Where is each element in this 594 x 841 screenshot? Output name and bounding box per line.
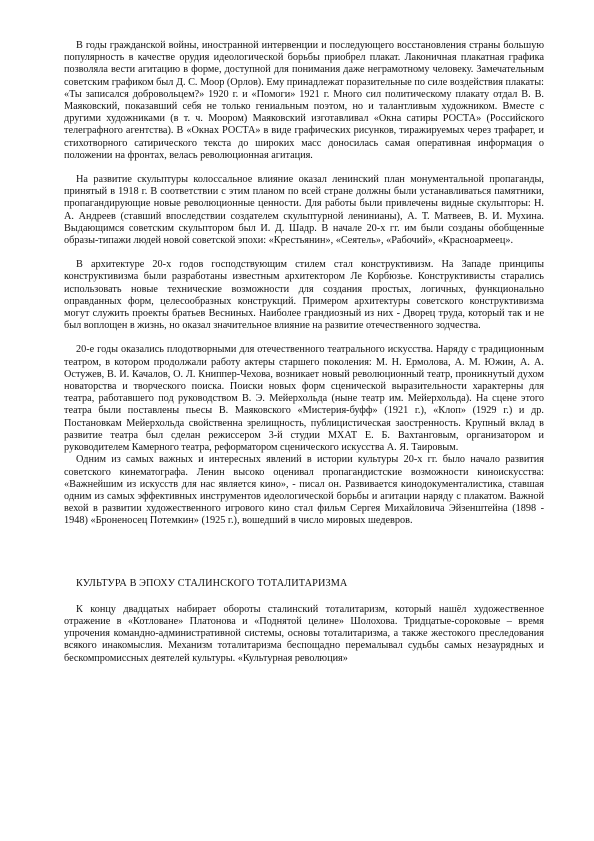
paragraph-sculpture: На развитие скульптуры колоссальное влияние оказал ленинский план монументальной пропаганды, принятый в 1918 г. В соответствии с этим планом по всей стране должны были устанавливаться памятники, пропагандирующие новые революционные ценности. Для работы были привлечены видные скульпторы: Н. А. Андреев (ставший впоследствии создателем скульптурной ленинианы), А. Т. Матвеев, В. И. Мухина. Выдающимся советским скульптором был И. Д. Шадр. В начале 20-х гг. им были созданы обобщенные образы-типажи людей новой советской эпохи: «Крестьянин», «Сеятель», «Рабочий», «Красноармеец». — [64, 174, 544, 247]
section-heading: КУЛЬТУРА В ЭПОХУ СТАЛИНСКОГО ТОТАЛИТАРИЗМА — [76, 577, 348, 589]
paragraph-totalitarianism: К концу двадцатых набирает обороты сталинский тоталитаризм, который нашёл художественное отражение в «Котловане» Платонова и «Поднятой целине» Шолохова. Тридцатые-сороковые – время упрочения командно-административной системы, основы тоталитаризма, а также жестокого преследования всякого инакомыслия. Механизм тоталитаризма беспощадно перемалывал судьбы самых незаурядных и бескомпромиссных деятелей культуры. «Культурная революция» — [64, 603, 544, 664]
paragraph-cinema: Одним из самых важных и интересных явлений в истории культуры 20-х гг. было начало развития советского кинематографа. Ленин высоко оценивал пропагандистские возможности киноискусства: «Важнейшим из искусств для нас является кино», - писал он. Развивается кинодокументалистика, ставшая одним из самых эффективных инструментов идеологической борьбы и агитации наряду с плакатом. Важной вехой в развитии художественного игрового кино стал фильм Сергея Михайловича Эйзенштейна (1898 - 1948) «Броненосец Потемкин» (1925 г.), вошедший в число мировых шедевров. — [64, 454, 544, 527]
paragraph-theatre: 20-е годы оказались плодотворными для отечественного театрального искусства. Наряду с традиционным театром, в котором продолжали работу актеры старшего поколения: М. Н. Ермолова, А. М. Южин, А. А. Остужев, В. И. Качалов, О. Л. Книппер-Чехова, возникает новый революционный театр, проникнутый духом новаторства и творческого поиска. Поиски новых форм сценической выразительности характерны для театра, работавшего под руководством В. Э. Мейерхольда (ныне театр им. Мейерхольда). На сцене этого театра были поставлены пьесы В. Маяковского «Мистерия-буфф» (1921 г.), «Клоп» (1929 г.) и др. Постановкам Мейерхольда свойственна зрелищность, публицистическая заостренность. Крупный вклад в развитие театра был сделан режиссером 3-й студии МХАТ Е. Б. Вахтанговым, организатором и руководителем Камерного театра, реформатором сценического искусства А. Я. Таировым. — [64, 344, 544, 454]
document-body — [64, 40, 544, 665]
paragraph-architecture: В архитектуре 20-х годов господствующим стилем стал конструктивизм. На Западе принципы конструктивизма были разработаны известным архитектором Ле Корбюзье. Конструктивисты старались использовать новые технические возможности для создания простых, логичных, функционально оправданных форм, целесообразных конструкций. Примером архитектуры советского конструктивизма могут служить проекты братьев Весниных. Наиболее грандиозный из них - Дворец труда, который так и не был воплощен в жизнь, но оказал значительное влияние на развитие отечественного зодчества. — [64, 259, 544, 332]
paragraph-posters: В годы гражданской войны, иностранной интервенции и последующего восстановления страны большую популярность в качестве орудия идеологической борьбы приобрел плакат. Лаконичная плакатная графика позволяла вести агитацию в форме, доступной для понимания даже неграмотному человеку. Замечательным советским графиком был Д. С. Моор (Орлов). Ему принадлежат поразительные по силе воздействия плакаты: «Ты записался добровольцем?» 1920 г. и «Помоги» 1921 г. Много сил политическому плакату отдал В. В. Маяковский, показавший себя не только гениальным поэтом, но и талантливым художником. Вместе с другими художниками (в т. ч. Моором) Маяковский изготавливал «Окна сатиры РОСТА» (Российского телеграфного агентства). В «Окнах РОСТА» в виде графических рисунков, тиражируемых через трафарет, и стихотворного сатирического текста до широких масс доносилась самая оперативная информация о положении на фронтах, велась революционная агитация. — [64, 40, 544, 161]
